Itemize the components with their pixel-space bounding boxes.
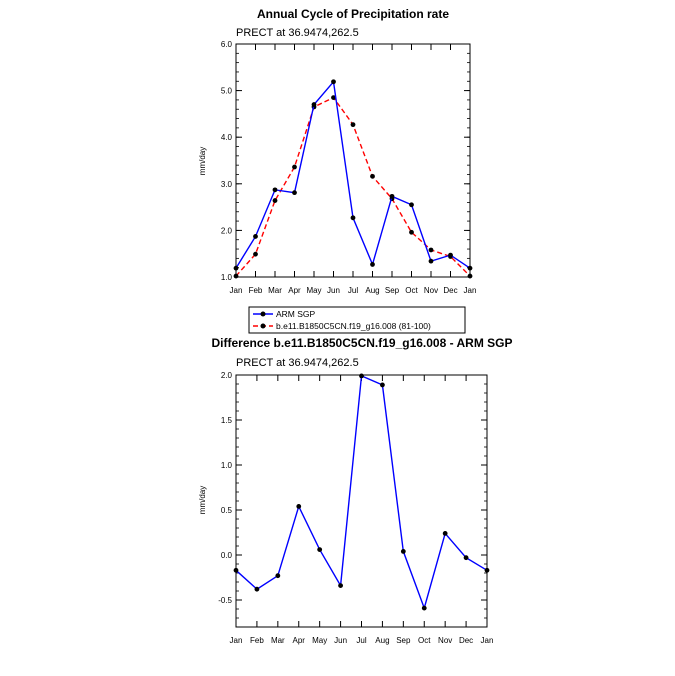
y-tick-label: 1.0: [220, 273, 232, 282]
plot-frame: [236, 44, 470, 277]
x-tick-label: Jan: [229, 636, 243, 645]
x-tick-label: Aug: [375, 636, 390, 645]
x-tick-label: Mar: [268, 286, 282, 295]
series-point-2-0: [443, 531, 448, 536]
y-tick-label: 3.0: [220, 179, 232, 189]
legend-label-arm: ARM SGP: [276, 309, 316, 319]
series-point-2-0: [401, 549, 406, 554]
legend-marker-arm: [261, 312, 266, 317]
x-tick-label: Jan: [463, 286, 477, 295]
series-point-2-0: [296, 504, 301, 509]
x-tick-label: Aug: [365, 286, 380, 295]
y-axis-label-1: mm/day: [198, 146, 207, 176]
series-point-1-0: [292, 190, 297, 195]
y-tick-label: 0.0: [220, 551, 232, 560]
series-point-1-0: [273, 187, 278, 192]
x-tick-label: Sep: [396, 636, 411, 645]
series-point-2-0: [234, 568, 239, 573]
x-tick-label: Feb: [248, 286, 263, 295]
series-point-2-0: [275, 573, 280, 578]
x-tick-label: Jun: [334, 636, 348, 645]
series-point-1-1: [429, 248, 434, 253]
y-axis-label-2: mm/day: [198, 485, 207, 515]
series-point-1-0: [390, 194, 395, 199]
legend-marker-model: [261, 324, 266, 329]
x-tick-label: Jan: [229, 286, 243, 295]
x-tick-label: Jun: [327, 286, 340, 295]
y-tick-label: 0.5: [220, 506, 232, 515]
y-tick-label: 6.0: [220, 40, 232, 49]
panel-annual-cycle: [198, 7, 476, 333]
series-line-2-0: [236, 376, 487, 608]
series-point-1-0: [370, 262, 375, 267]
y-tick-label: 2.0: [220, 226, 232, 236]
y-tick-label: -0.5: [218, 596, 232, 605]
x-tick-label: Oct: [418, 636, 431, 645]
series-line-1-0: [236, 82, 470, 268]
legend: [249, 307, 465, 333]
x-tick-label: Dec: [443, 286, 458, 295]
y-tick-label: 1.0: [220, 461, 232, 470]
series-point-2-0: [359, 374, 364, 379]
series-point-2-0: [380, 383, 385, 388]
series-point-1-0: [234, 266, 239, 271]
series-point-1-1: [292, 165, 297, 170]
series-point-1-1: [370, 174, 375, 179]
series-point-1-1: [351, 122, 356, 127]
plot-area-2: [218, 371, 493, 645]
x-tick-label: Apr: [288, 286, 301, 295]
x-tick-label: May: [306, 286, 322, 295]
plot-area-1: [221, 40, 477, 295]
x-tick-label: Jan: [480, 636, 494, 645]
legend-label-model: b.e11.B1850C5CN.f19_g16.008 (81-100): [276, 321, 431, 331]
x-tick-label: Nov: [438, 636, 453, 645]
y-tick-label: 5.0: [220, 86, 232, 96]
x-tick-label: Dec: [458, 636, 474, 645]
series-point-2-0: [255, 587, 260, 592]
x-tick-label: Mar: [270, 636, 285, 645]
x-tick-label: Jul: [356, 636, 367, 645]
series-point-1-0: [429, 259, 434, 264]
series-point-1-1: [409, 230, 414, 235]
series-point-1-1: [234, 274, 239, 279]
series-point-1-0: [468, 266, 473, 271]
x-tick-label: Apr: [292, 636, 305, 645]
series-point-1-0: [448, 253, 453, 258]
series-point-1-0: [331, 79, 336, 84]
series-point-2-0: [317, 547, 322, 552]
chart-title-2: Difference b.e11.B1850C5CN.f19_g16.008 - ARM SGP: [211, 336, 513, 350]
x-tick-label: Feb: [250, 636, 264, 645]
series-point-1-0: [312, 102, 317, 107]
x-tick-label: Sep: [384, 286, 400, 295]
x-tick-label: Oct: [405, 286, 418, 295]
series-point-1-1: [273, 198, 278, 203]
chart-subtitle-2: PRECT at 36.9474,262.5: [236, 357, 359, 369]
plot-frame: [236, 375, 487, 627]
x-tick-label: Jul: [347, 286, 359, 295]
series-point-2-0: [464, 555, 469, 560]
y-tick-label: 4.0: [220, 133, 232, 143]
series-point-2-0: [338, 583, 343, 588]
panel-difference: [198, 336, 513, 645]
series-point-1-0: [409, 202, 414, 207]
series-point-2-0: [485, 568, 490, 573]
series-point-1-1: [468, 274, 473, 279]
series-point-1-1: [253, 252, 258, 257]
chart-title-1: Annual Cycle of Precipitation rate: [256, 7, 450, 21]
y-tick-label: 1.5: [220, 416, 232, 425]
series-point-2-0: [422, 606, 427, 611]
chart-subtitle-1: PRECT at 36.9474,262.5: [236, 27, 359, 39]
x-tick-label: May: [312, 636, 328, 645]
series-point-1-0: [351, 215, 356, 220]
series-point-1-0: [253, 234, 258, 239]
x-tick-label: Nov: [423, 286, 439, 295]
y-tick-label: 2.0: [220, 371, 232, 380]
